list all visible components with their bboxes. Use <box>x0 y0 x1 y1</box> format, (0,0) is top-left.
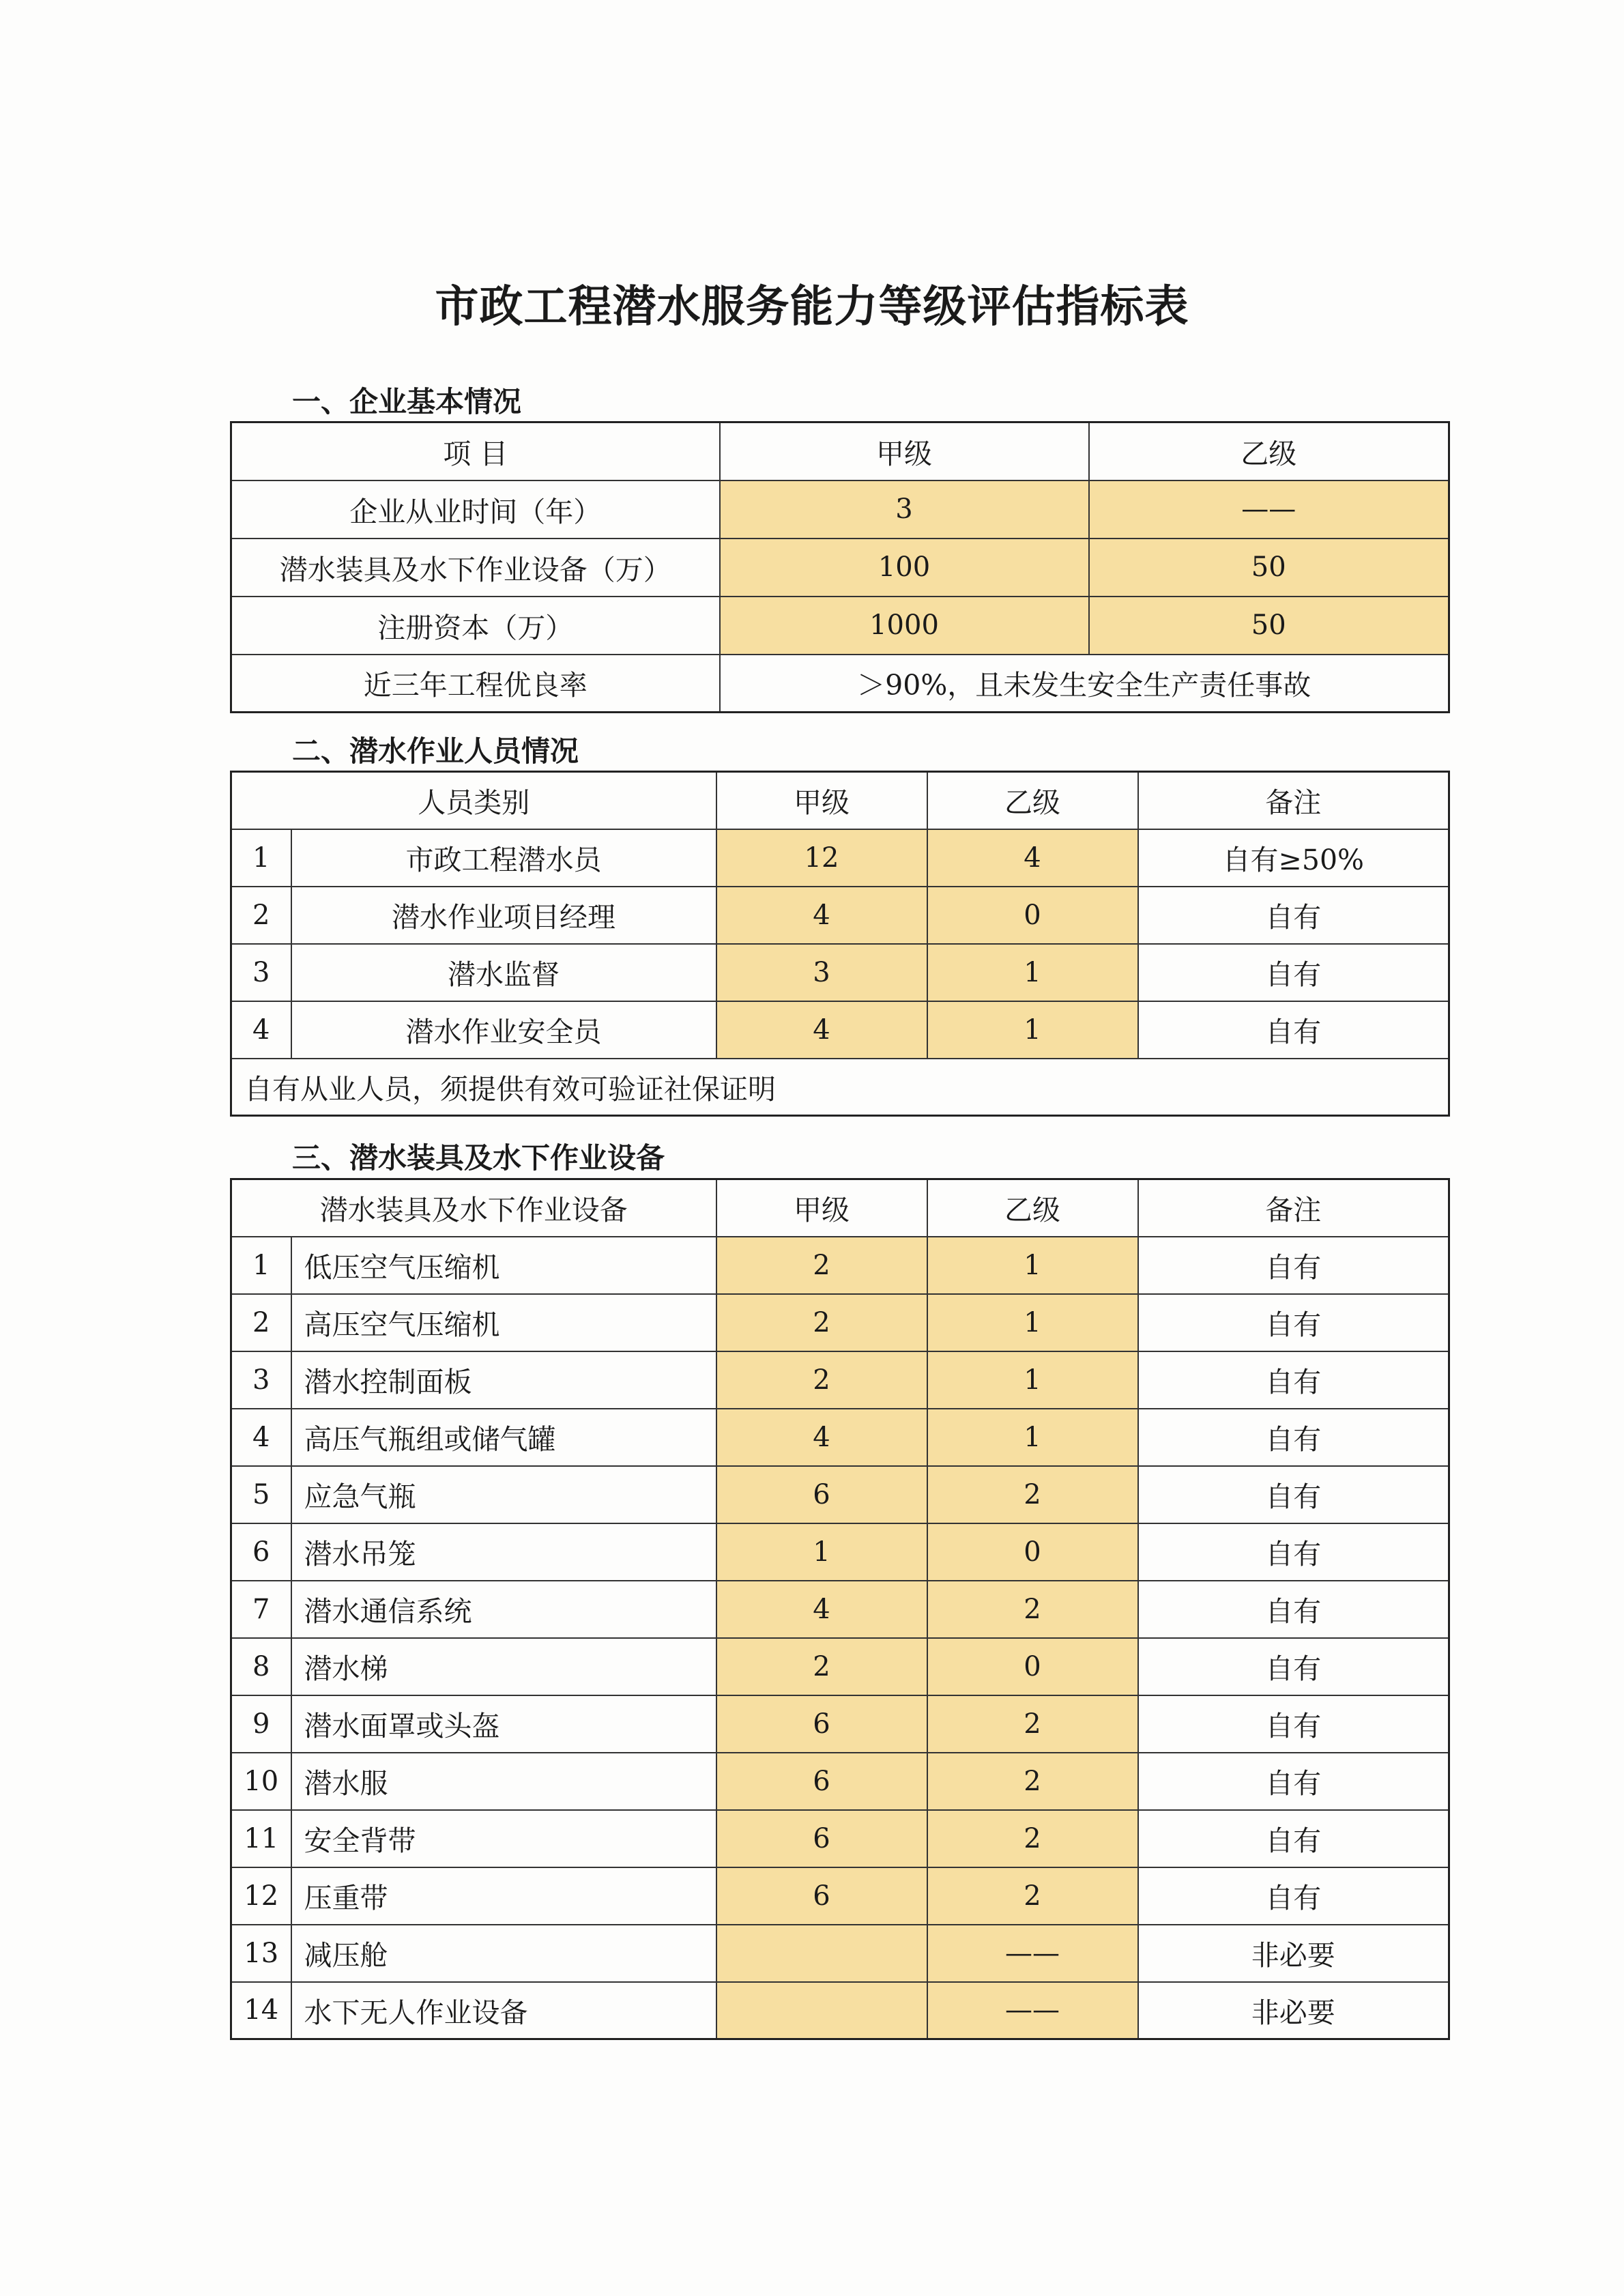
grade-b-cell: 2 <box>927 1753 1138 1810</box>
equipment-name-cell: 低压空气压缩机 <box>291 1237 716 1294</box>
header-cell: 甲级 <box>716 772 927 829</box>
header-cell: 人员类别 <box>231 772 716 829</box>
note-cell: 非必要 <box>1138 1925 1449 1982</box>
row-number: 1 <box>231 829 291 887</box>
grade-a-cell: 12 <box>716 829 927 887</box>
grade-a-cell: 2 <box>716 1638 927 1695</box>
table-row <box>231 1466 1449 1523</box>
header-cell: 甲级 <box>720 422 1089 480</box>
row-number: 2 <box>231 1294 291 1351</box>
table-row <box>231 1925 1449 1982</box>
table-row <box>231 1237 1449 1294</box>
grade-b-cell: 50 <box>1089 539 1449 597</box>
grade-a-cell: 4 <box>716 1581 927 1638</box>
header-cell: 乙级 <box>927 772 1138 829</box>
grade-a-cell: 1000 <box>720 597 1089 655</box>
category-cell: 潜水作业项目经理 <box>291 887 716 944</box>
grade-b-cell: 2 <box>927 1810 1138 1867</box>
equipment-name-cell: 潜水面罩或头盔 <box>291 1695 716 1753</box>
grade-b-cell: 1 <box>927 1409 1138 1466</box>
equipment-name-cell: 潜水吊笼 <box>291 1523 716 1581</box>
grade-b-cell: 0 <box>927 887 1138 944</box>
grade-a-cell: 6 <box>716 1695 927 1753</box>
row-number: 1 <box>231 1237 291 1294</box>
grade-b-cell: 2 <box>927 1867 1138 1925</box>
row-number: 11 <box>231 1810 291 1867</box>
grade-a-cell: 4 <box>716 1001 927 1059</box>
table-row <box>231 1982 1449 2039</box>
table-row <box>231 1695 1449 1753</box>
note-cell: 自有 <box>1138 1695 1449 1753</box>
note-cell: 自有≥50% <box>1138 829 1449 887</box>
table-row <box>231 1351 1449 1409</box>
grade-a-cell <box>716 1982 927 2039</box>
table-row <box>231 539 1449 597</box>
grade-a-cell: 4 <box>716 887 927 944</box>
table-row <box>231 829 1449 887</box>
grade-a-cell: 2 <box>716 1351 927 1409</box>
row-number: 3 <box>231 944 291 1001</box>
grade-b-cell: 4 <box>927 829 1138 887</box>
header-cell: 潜水装具及水下作业设备 <box>231 1179 716 1237</box>
item-cell: 近三年工程优良率 <box>231 655 720 713</box>
grade-a-cell: 4 <box>716 1409 927 1466</box>
section3-heading: 三、潜水装具及水下作业设备 <box>292 1141 665 1175</box>
row-number: 10 <box>231 1753 291 1810</box>
grade-b-cell: 0 <box>927 1638 1138 1695</box>
grade-b-cell: —— <box>1089 480 1449 539</box>
table-row <box>231 1581 1449 1638</box>
table-row <box>231 1867 1449 1925</box>
note-cell: 自有 <box>1138 887 1449 944</box>
item-cell: 注册资本（万） <box>231 597 720 655</box>
grade-b-cell: 50 <box>1089 597 1449 655</box>
table-row <box>231 944 1449 1001</box>
row-number: 3 <box>231 1351 291 1409</box>
header-cell: 乙级 <box>927 1179 1138 1237</box>
row-number: 6 <box>231 1523 291 1581</box>
header-cell: 甲级 <box>716 1179 927 1237</box>
note-cell: 自有 <box>1138 1523 1449 1581</box>
table-row <box>231 1523 1449 1581</box>
grade-b-cell: 2 <box>927 1466 1138 1523</box>
table-header-row <box>231 422 1449 480</box>
equipment-name-cell: 高压气瓶组或储气罐 <box>291 1409 716 1466</box>
row-number: 4 <box>231 1001 291 1059</box>
equipment-name-cell: 水下无人作业设备 <box>291 1982 716 2039</box>
personnel-table <box>230 771 1450 1117</box>
grade-b-cell: —— <box>927 1925 1138 1982</box>
grade-a-cell: 6 <box>716 1810 927 1867</box>
section1-heading: 一、企业基本情况 <box>292 385 522 418</box>
equipment-name-cell: 应急气瓶 <box>291 1466 716 1523</box>
grade-a-cell: 6 <box>716 1466 927 1523</box>
table-row <box>231 1810 1449 1867</box>
table-header-row <box>231 772 1449 829</box>
grade-a-cell: 6 <box>716 1753 927 1810</box>
row-number: 5 <box>231 1466 291 1523</box>
note-cell: 自有 <box>1138 1638 1449 1695</box>
merged-value-cell: ＞90%，且未发生安全生产责任事故 <box>720 655 1449 713</box>
equipment-table <box>230 1178 1450 2040</box>
grade-a-cell: 2 <box>716 1237 927 1294</box>
table-row <box>231 480 1449 539</box>
note-cell: 自有 <box>1138 1581 1449 1638</box>
row-number: 14 <box>231 1982 291 2039</box>
note-cell: 自有 <box>1138 1867 1449 1925</box>
table-row <box>231 1753 1449 1810</box>
note-cell: 自有 <box>1138 1351 1449 1409</box>
grade-a-cell: 6 <box>716 1867 927 1925</box>
basic-info-table <box>230 421 1450 713</box>
section2-heading: 二、潜水作业人员情况 <box>292 734 579 768</box>
grade-a-cell: 3 <box>716 944 927 1001</box>
item-cell: 企业从业时间（年） <box>231 480 720 539</box>
grade-b-cell: 1 <box>927 1351 1138 1409</box>
header-cell: 项 目 <box>231 422 720 480</box>
table-footnote-row <box>231 1059 1449 1116</box>
page-title: 市政工程潜水服务能力等级评估指标表 <box>435 282 1189 332</box>
table-row <box>231 1409 1449 1466</box>
grade-a-cell: 3 <box>720 480 1089 539</box>
table-row <box>231 1294 1449 1351</box>
grade-b-cell: 1 <box>927 944 1138 1001</box>
grade-a-cell: 2 <box>716 1294 927 1351</box>
note-cell: 自有 <box>1138 1294 1449 1351</box>
grade-a-cell: 1 <box>716 1523 927 1581</box>
note-cell: 自有 <box>1138 1001 1449 1059</box>
grade-b-cell: 1 <box>927 1237 1138 1294</box>
row-number: 12 <box>231 1867 291 1925</box>
category-cell: 潜水监督 <box>291 944 716 1001</box>
row-number: 2 <box>231 887 291 944</box>
category-cell: 潜水作业安全员 <box>291 1001 716 1059</box>
grade-b-cell: 1 <box>927 1294 1138 1351</box>
note-cell: 自有 <box>1138 1237 1449 1294</box>
grade-b-cell: 1 <box>927 1001 1138 1059</box>
grade-b-cell: 2 <box>927 1581 1138 1638</box>
table-row <box>231 597 1449 655</box>
note-cell: 自有 <box>1138 1753 1449 1810</box>
note-cell: 自有 <box>1138 1409 1449 1466</box>
note-cell: 自有 <box>1138 944 1449 1001</box>
table-row <box>231 1001 1449 1059</box>
table-row <box>231 887 1449 944</box>
row-number: 7 <box>231 1581 291 1638</box>
grade-b-cell: 0 <box>927 1523 1138 1581</box>
row-number: 8 <box>231 1638 291 1695</box>
grade-a-cell: 100 <box>720 539 1089 597</box>
header-cell: 乙级 <box>1089 422 1449 480</box>
header-cell: 备注 <box>1138 1179 1449 1237</box>
row-number: 9 <box>231 1695 291 1753</box>
table-header-row <box>231 1179 1449 1237</box>
item-cell: 潜水装具及水下作业设备（万） <box>231 539 720 597</box>
equipment-name-cell: 安全背带 <box>291 1810 716 1867</box>
category-cell: 市政工程潜水员 <box>291 829 716 887</box>
grade-a-cell <box>716 1925 927 1982</box>
equipment-name-cell: 潜水梯 <box>291 1638 716 1695</box>
row-number: 13 <box>231 1925 291 1982</box>
equipment-name-cell: 潜水服 <box>291 1753 716 1810</box>
footnote-cell: 自有从业人员，须提供有效可验证社保证明 <box>231 1059 1449 1116</box>
grade-b-cell: —— <box>927 1982 1138 2039</box>
note-cell: 自有 <box>1138 1466 1449 1523</box>
note-cell: 自有 <box>1138 1810 1449 1867</box>
equipment-name-cell: 减压舱 <box>291 1925 716 1982</box>
table-row <box>231 655 1449 713</box>
grade-b-cell: 2 <box>927 1695 1138 1753</box>
equipment-name-cell: 高压空气压缩机 <box>291 1294 716 1351</box>
equipment-name-cell: 潜水通信系统 <box>291 1581 716 1638</box>
note-cell: 非必要 <box>1138 1982 1449 2039</box>
table-row <box>231 1638 1449 1695</box>
header-cell: 备注 <box>1138 772 1449 829</box>
equipment-name-cell: 压重带 <box>291 1867 716 1925</box>
row-number: 4 <box>231 1409 291 1466</box>
equipment-name-cell: 潜水控制面板 <box>291 1351 716 1409</box>
